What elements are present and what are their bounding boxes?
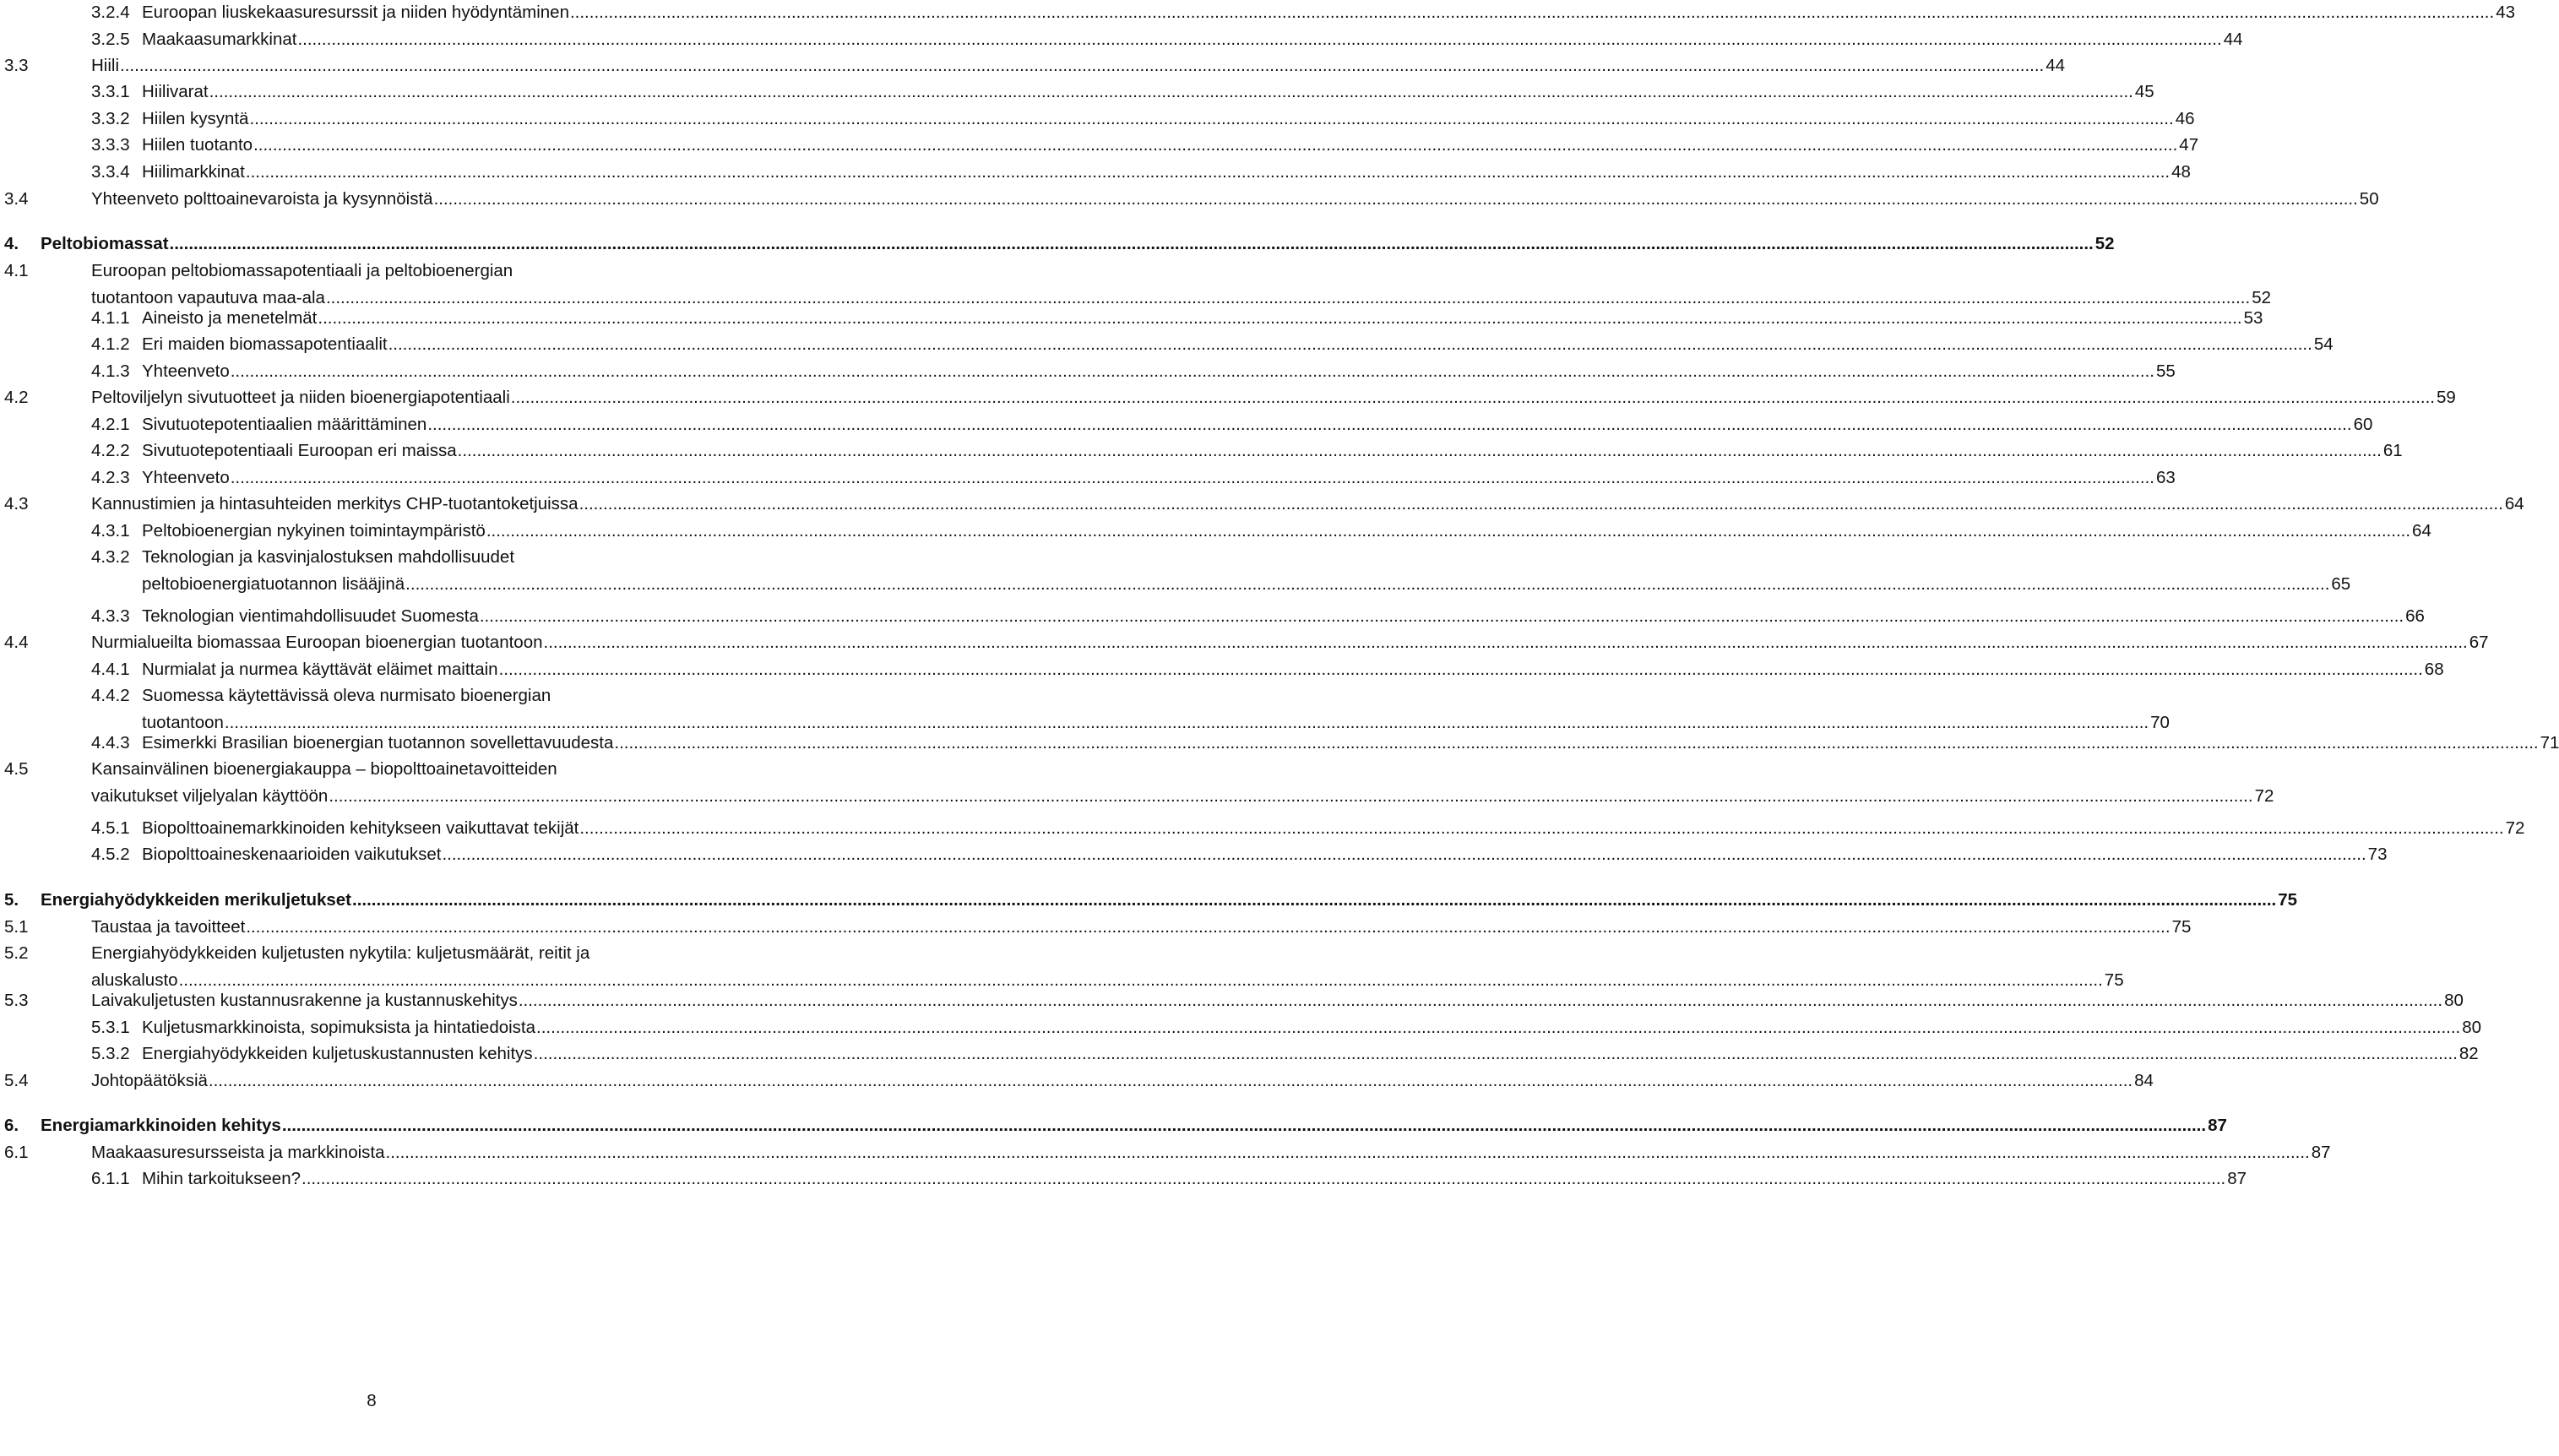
toc-entry-title: Peltoviljelyn sivutuotteet ja niiden bioenergiapotentiaali	[91, 388, 510, 407]
toc-entry-title: Aineisto ja menetelmät	[142, 308, 318, 328]
toc-entry-line	[142, 133, 2199, 158]
toc-entry-number: 6.	[4, 1116, 19, 1135]
toc-entry-title: Laivakuljetusten kustannusrakenne ja kustannuskehitys	[91, 991, 518, 1010]
toc-entry-page: 44	[2046, 56, 2066, 75]
toc-entry-page: 70	[2150, 713, 2170, 732]
toc-entry-line	[142, 306, 2263, 331]
toc-entry-line	[142, 0, 2516, 25]
leader-dots: ................................................................................................................................................................................................................................................................................................................................................................................................................	[405, 574, 2330, 594]
toc-entry-page: 87	[2311, 1143, 2331, 1162]
toc-entry-number: 4.3	[4, 494, 29, 513]
toc-entry-number: 4.2.1	[91, 415, 130, 434]
toc-entry-number: 6.1.1	[91, 1169, 130, 1188]
toc-entry-line	[41, 888, 2298, 913]
toc-entry-page: 64	[2412, 521, 2431, 541]
toc-entry-number: 6.1	[4, 1143, 29, 1162]
toc-entry-page: 60	[2353, 415, 2373, 434]
toc-entry-title: Eri maiden biomassapotentiaalit	[142, 334, 388, 354]
toc-entry-title: Energiahyödykkeiden kuljetuskustannusten kehitys	[142, 1044, 533, 1063]
leader-dots: ................................................................................................................................................................................................................................................................................................................................................................................................................	[230, 468, 2154, 487]
toc-entry-title: Peltobioenergian nykyinen toimintaympäristö	[142, 521, 486, 541]
toc-entry-line	[142, 106, 2195, 132]
toc-entry-title: Maakaasumarkkinat	[142, 30, 297, 49]
toc-entry-line	[142, 465, 2176, 491]
toc-entry-page: 84	[2134, 1071, 2154, 1090]
toc-entry-number: 5.2	[4, 943, 29, 963]
toc-entry-title: Teknologian ja kasvinjalostuksen mahdollisuudet	[142, 547, 515, 567]
toc-entry-page: 72	[2505, 818, 2525, 838]
leader-dots: ................................................................................................................................................................................................................................................................................................................................................................................................................	[297, 30, 2222, 49]
toc-entry-title: Hiilen tuotanto	[142, 135, 253, 155]
toc-entry-title: Biopolttoainemarkkinoiden kehitykseen vaikuttavat tekijät	[142, 818, 579, 838]
toc-entry-number: 4.	[4, 234, 19, 253]
toc-entry-title-continued: tuotantoon vapautuva maa-ala	[91, 288, 325, 307]
leader-dots: ................................................................................................................................................................................................................................................................................................................................................................................................................	[388, 334, 2312, 354]
toc-entry-line	[142, 1041, 2479, 1067]
toc-entry-page: 72	[2254, 786, 2274, 806]
toc-entry-line	[142, 545, 514, 570]
leader-dots: ................................................................................................................................................................................................................................................................................................................................................................................................................	[479, 606, 2404, 626]
toc-entry-title: Euroopan peltobiomassapotentiaali ja peltobioenergian	[91, 261, 513, 280]
leader-dots: ................................................................................................................................................................................................................................................................................................................................................................................................................	[352, 890, 2277, 910]
toc-entry-line	[142, 604, 2425, 629]
leader-dots: ................................................................................................................................................................................................................................................................................................................................................................................................................	[329, 786, 2253, 806]
toc-entry-number: 4.1.3	[91, 361, 130, 381]
toc-entry-line	[142, 816, 2525, 841]
toc-entry-title: Taustaa ja tavoitteet	[91, 917, 246, 937]
toc-entry-title: Johtopäätöksiä	[91, 1071, 208, 1090]
toc-entry-page: 68	[2424, 660, 2444, 679]
leader-dots: ................................................................................................................................................................................................................................................................................................................................................................................................................	[536, 1018, 2461, 1037]
toc-entry-page: 59	[2436, 388, 2456, 407]
toc-entry-number: 3.4	[4, 189, 29, 209]
toc-entry-title: Yhteenveto polttoainevaroista ja kysynnöistä	[91, 189, 433, 209]
leader-dots: ................................................................................................................................................................................................................................................................................................................................................................................................................	[543, 633, 2468, 652]
toc-entry-line	[142, 412, 2373, 437]
toc-entry-line	[142, 160, 2191, 185]
leader-dots: ................................................................................................................................................................................................................................................................................................................................................................................................................	[246, 917, 2171, 937]
toc-entry-page: 55	[2155, 361, 2176, 381]
toc-entry-page: 71	[2540, 733, 2559, 752]
toc-entry-line	[142, 572, 2351, 597]
toc-entry-number: 3.3	[4, 56, 29, 75]
toc-entry-title: Kuljetusmarkkinoista, sopimuksista ja hintatiedoista	[142, 1018, 536, 1037]
toc-entry-number: 3.2.5	[91, 30, 130, 49]
toc-entry-line	[91, 784, 2274, 809]
toc-entry-page: 52	[2094, 234, 2115, 253]
toc-entry-page: 75	[2171, 917, 2192, 937]
toc-entry-title: Kansainvälinen bioenergiakauppa – biopolttoainetavoitteiden	[91, 759, 557, 779]
toc-entry-line	[142, 27, 2243, 52]
toc-entry-page: 43	[2496, 3, 2516, 22]
leader-dots: ................................................................................................................................................................................................................................................................................................................................................................................................................	[579, 494, 2503, 513]
toc-entry-page: 47	[2179, 135, 2199, 155]
toc-entry-title: Euroopan liuskekaasuresurssit ja niiden hyödyntäminen	[142, 3, 569, 22]
toc-entry-title: Hiilivarat	[142, 82, 209, 101]
leader-dots: ................................................................................................................................................................................................................................................................................................................................................................................................................	[442, 845, 2366, 864]
toc-entry-line	[41, 1113, 2227, 1138]
toc-entry-line	[91, 988, 2464, 1013]
toc-entry-number: 4.2	[4, 388, 29, 407]
toc-entry-page: 48	[2171, 162, 2191, 182]
toc-entry-title: Hiilimarkkinat	[142, 162, 245, 182]
toc-entry-line	[142, 1015, 2482, 1040]
toc-entry-number: 4.1	[4, 261, 29, 280]
leader-dots: ................................................................................................................................................................................................................................................................................................................................................................................................................	[569, 3, 2495, 22]
toc-entry-number: 4.4.2	[91, 686, 130, 705]
toc-entry-number: 4.2.2	[91, 441, 130, 460]
toc-entry-page: 80	[2444, 991, 2464, 1010]
toc-entry-number: 4.4	[4, 633, 29, 652]
leader-dots: ................................................................................................................................................................................................................................................................................................................................................................................................................	[433, 189, 2358, 209]
toc-entry-title: Energiamarkkinoiden kehitys	[41, 1116, 281, 1135]
leader-dots: ................................................................................................................................................................................................................................................................................................................................................................................................................	[486, 521, 2411, 541]
toc-entry-page: 80	[2462, 1018, 2482, 1037]
toc-entry-line	[91, 757, 557, 782]
leader-dots: ................................................................................................................................................................................................................................................................................................................................................................................................................	[614, 733, 2539, 752]
toc-entry-line	[142, 519, 2431, 544]
toc-entry-title: Sivutuotepotentiaali Euroopan eri maissa	[142, 441, 457, 460]
toc-entry-page: 61	[2382, 441, 2403, 460]
toc-entry-title-continued: tuotantoon	[142, 713, 224, 732]
toc-entry-line	[142, 79, 2154, 105]
toc-entry-number: 5.3.2	[91, 1044, 130, 1063]
toc-entry-number: 3.3.3	[91, 135, 130, 155]
toc-entry-page: 46	[2175, 109, 2195, 128]
leader-dots: ................................................................................................................................................................................................................................................................................................................................................................................................................	[245, 162, 2171, 182]
page-number: 8	[367, 1391, 377, 1410]
toc-entry-line	[91, 53, 2066, 79]
toc-entry-line	[91, 630, 2489, 655]
toc-entry-number: 4.1.1	[91, 308, 130, 328]
toc-entry-page: 44	[2223, 30, 2243, 49]
toc-entry-number: 4.3.1	[91, 521, 130, 541]
toc-entry-number: 4.3.2	[91, 547, 130, 567]
toc-entry-page: 63	[2155, 468, 2176, 487]
toc-entry-title: Kannustimien ja hintasuhteiden merkitys CHP-tuotantoketjuissa	[91, 494, 579, 513]
leader-dots: ................................................................................................................................................................................................................................................................................................................................................................................................................	[427, 415, 2352, 434]
toc-entry-page: 73	[2367, 845, 2388, 864]
toc-entry-number: 4.4.3	[91, 733, 130, 752]
toc-entry-line	[91, 1068, 2154, 1094]
toc-entry-page: 65	[2331, 574, 2351, 594]
toc-entry-number: 5.3	[4, 991, 29, 1010]
toc-entry-line	[142, 359, 2176, 384]
toc-entry-line	[91, 941, 589, 966]
toc-entry-line	[41, 231, 2115, 257]
toc-entry-number: 4.5	[4, 759, 29, 779]
toc-entry-title-continued: peltobioenergiatuotannon lisääjinä	[142, 574, 405, 594]
toc-entry-page: 64	[2504, 494, 2524, 513]
toc-entry-number: 3.3.2	[91, 109, 130, 128]
toc-entry-number: 4.3.3	[91, 606, 130, 626]
leader-dots: ................................................................................................................................................................................................................................................................................................................................................................................................................	[385, 1143, 2310, 1162]
toc-entry-number: 5.1	[4, 917, 29, 937]
toc-entry-line	[142, 657, 2444, 682]
toc-entry-page: 82	[2458, 1044, 2479, 1063]
toc-entry-line	[91, 258, 513, 284]
toc-entry-page: 67	[2469, 633, 2489, 652]
toc-entry-number: 4.1.2	[91, 334, 130, 354]
leader-dots: ................................................................................................................................................................................................................................................................................................................................................................................................................	[325, 288, 2251, 307]
toc-entry-line	[142, 842, 2388, 867]
toc-entry-number: 5.	[4, 890, 19, 910]
toc-entry-line	[91, 1140, 2331, 1165]
toc-entry-title: Teknologian vientimahdollisuudet Suomesta	[142, 606, 479, 626]
toc-entry-title: Hiili	[91, 56, 120, 75]
toc-entry-title: Sivutuotepotentiaalien määrittäminen	[142, 415, 427, 434]
toc-entry-line	[91, 915, 2192, 940]
toc-entry-line	[91, 492, 2524, 517]
toc-entry-number: 3.3.1	[91, 82, 130, 101]
toc-entry-number: 4.4.1	[91, 660, 130, 679]
toc-entry-page: 66	[2405, 606, 2425, 626]
toc-entry-number: 3.2.4	[91, 3, 130, 22]
leader-dots: ................................................................................................................................................................................................................................................................................................................................................................................................................	[579, 818, 2504, 838]
toc-entry-line	[91, 385, 2456, 410]
toc-entry-page: 87	[2227, 1169, 2247, 1188]
toc-entry-line	[142, 438, 2403, 464]
toc-entry-number: 4.5.2	[91, 845, 130, 864]
toc-entry-title: Hiilen kysyntä	[142, 109, 249, 128]
toc-entry-page: 50	[2359, 189, 2379, 209]
leader-dots: ................................................................................................................................................................................................................................................................................................................................................................................................................	[178, 970, 2103, 990]
toc-entry-title: Nurmialueilta biomassaa Euroopan bioenergian tuotantoon	[91, 633, 543, 652]
leader-dots: ................................................................................................................................................................................................................................................................................................................................................................................................................	[230, 361, 2154, 381]
toc-entry-title: Suomessa käytettävissä oleva nurmisato bioenergian	[142, 686, 551, 705]
toc-entry-title: Energiahyödykkeiden kuljetusten nykytila: kuljetusmäärät, reitit ja	[91, 943, 590, 963]
leader-dots: ................................................................................................................................................................................................................................................................................................................................................................................................................	[457, 441, 2382, 460]
toc-entry-page: 75	[2278, 890, 2298, 910]
toc-entry-title: Maakaasuresursseista ja markkinoista	[91, 1143, 385, 1162]
toc-entry-page: 53	[2243, 308, 2263, 328]
toc-entry-number: 5.3.1	[91, 1018, 130, 1037]
leader-dots: ................................................................................................................................................................................................................................................................................................................................................................................................................	[169, 234, 2094, 253]
toc-entry-line	[142, 1166, 2247, 1192]
toc-entry-title: Biopolttoaineskenaarioiden vaikutukset	[142, 845, 442, 864]
toc-entry-page: 52	[2252, 288, 2271, 307]
leader-dots: ................................................................................................................................................................................................................................................................................................................................................................................................................	[498, 660, 2423, 679]
leader-dots: ................................................................................................................................................................................................................................................................................................................................................................................................................	[208, 1071, 2133, 1090]
toc-entry-title: Energiahyödykkeiden merikuljetukset	[41, 890, 351, 910]
leader-dots: ................................................................................................................................................................................................................................................................................................................................................................................................................	[120, 56, 2045, 75]
toc-entry-number: 4.5.1	[91, 818, 130, 838]
leader-dots: ................................................................................................................................................................................................................................................................................................................................................................................................................	[302, 1169, 2226, 1188]
toc-entry-page: 45	[2134, 82, 2154, 101]
toc-entry-line	[91, 187, 2379, 212]
leader-dots: ................................................................................................................................................................................................................................................................................................................................................................................................................	[518, 991, 2443, 1010]
toc-entry-line	[142, 683, 551, 709]
toc-entry-title: Yhteenveto	[142, 361, 230, 381]
toc-entry-page: 87	[2208, 1116, 2227, 1135]
toc-entry-number: 4.2.3	[91, 468, 130, 487]
toc-entry-page: 54	[2313, 334, 2334, 354]
toc-entry-line	[142, 731, 2559, 756]
toc-entry-number: 3.3.4	[91, 162, 130, 182]
toc-entry-title: Yhteenveto	[142, 468, 230, 487]
leader-dots: ................................................................................................................................................................................................................................................................................................................................................................................................................	[249, 109, 2174, 128]
leader-dots: ................................................................................................................................................................................................................................................................................................................................................................................................................	[533, 1044, 2458, 1063]
toc-entry-title: Esimerkki Brasilian bioenergian tuotannon sovellettavuudesta	[142, 733, 614, 752]
leader-dots: ................................................................................................................................................................................................................................................................................................................................................................................................................	[510, 388, 2435, 407]
leader-dots: ................................................................................................................................................................................................................................................................................................................................................................................................................	[209, 82, 2133, 101]
toc-entry-line	[142, 332, 2334, 357]
toc-entry-page: 75	[2104, 970, 2124, 990]
leader-dots: ................................................................................................................................................................................................................................................................................................................................................................................................................	[318, 308, 2242, 328]
leader-dots: ................................................................................................................................................................................................................................................................................................................................................................................................................	[281, 1116, 2207, 1135]
leader-dots: ................................................................................................................................................................................................................................................................................................................................................................................................................	[253, 135, 2178, 155]
toc-entry-title-continued: aluskalusto	[91, 970, 178, 990]
toc-entry-title: Nurmialat ja nurmea käyttävät eläimet maittain	[142, 660, 498, 679]
toc-entry-number: 5.4	[4, 1071, 29, 1090]
leader-dots: ................................................................................................................................................................................................................................................................................................................................................................................................................	[224, 713, 2149, 732]
toc-entry-title: Peltobiomassat	[41, 234, 169, 253]
toc-entry-title-continued: vaikutukset viljelyalan käyttöön	[91, 786, 329, 806]
toc-entry-title: Mihin tarkoitukseen?	[142, 1169, 302, 1188]
